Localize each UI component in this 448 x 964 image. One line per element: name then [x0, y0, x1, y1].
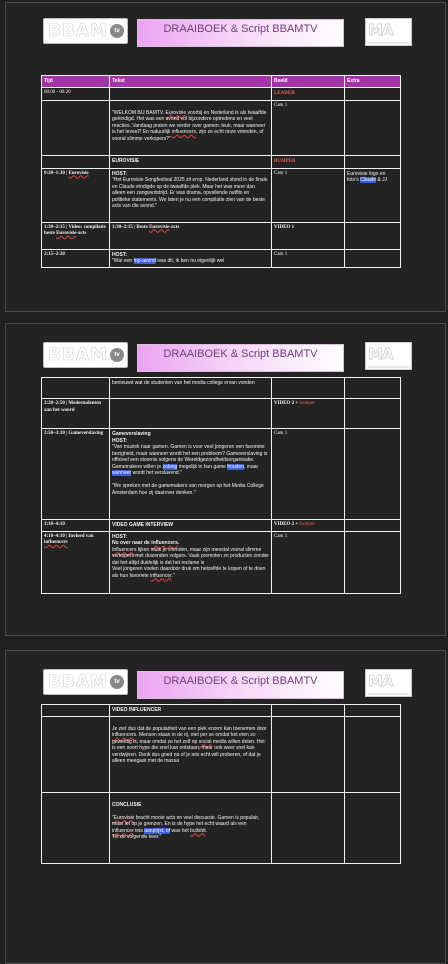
bbamtv-logo: [43, 18, 128, 44]
page-header: [6, 3, 445, 43]
cell-extra: [345, 399, 401, 429]
cell-time: 1:30–2:15 | Video: compilatie beste Eurovisie-acts: [42, 222, 110, 249]
cell-beeld: [272, 793, 345, 864]
table-row: [42, 222, 401, 249]
tv-badge: tv: [110, 348, 124, 362]
table-row: [42, 705, 401, 717]
page-header: [6, 651, 445, 691]
bbamtv-logo: [43, 669, 128, 695]
cell-beeld: Cam 1: [272, 101, 345, 156]
cell-text: HOST: Nu over naar de influencers. Influencers lijken vaak je vrienden, maar zijn meestal vooral slimme verkopers met duizenden volgers. Vaak promoten ze producten zonder dat het altijd duidelijk is dat het reclame is Veel jongeren voelen daardoor druk om hetzelfde te kopen of te doen als hun favoriete influencer.": [110, 531, 272, 593]
cell-beeld: Cam 1: [272, 168, 345, 222]
cell-text: EUROVISIE: [110, 156, 272, 169]
table-row: [42, 520, 401, 532]
cell-time: [42, 378, 110, 399]
cell-beeld: BUMPER: [272, 156, 345, 169]
cell-time: 2:50–3:10 | Gameverslaving: [42, 429, 110, 520]
cell-beeld: [272, 717, 345, 793]
cell-time: [42, 717, 110, 793]
cell-beeld: Cam 1: [272, 531, 345, 593]
bbamtv-logo: [43, 342, 128, 368]
table-row: [42, 399, 401, 429]
cell-text: VIDEO INFLUENCER: [110, 705, 272, 717]
table-row: [42, 429, 401, 520]
table-row: [42, 531, 401, 593]
cell-text: 1:30–2:15 | Beste Eurovisie-acts: [110, 222, 272, 249]
cell-extra: [345, 249, 401, 267]
mc-logo-text: MA: [368, 345, 393, 363]
table-row: [42, 168, 401, 222]
cell-text: Gameverslaving HOST: "Van muziek naar gamen. Gamen is voor veel jongeren een favoriete bezigheid, maar wanneer wordt het een probleem? Gameverslaving is officieel een stoornis volgens de Wereldgezondheidsorganisatie. Gamemakers willen je zolang mogelijk in hun game houden, maar wanneer wordt het verslavend." "We spreken met de gamemakers van morgen op het Media College Amsterdam hoe zij daarover denken.": [110, 429, 272, 520]
document-page-2: [5, 323, 446, 636]
cell-extra: [345, 156, 401, 169]
cell-text: CONCLUSIE "Eurovisie bracht mooie acts en veel discussie. Gamen is populair, maar let op je grenzen. En is de hype het echt waard als een influencer iets aanprijst, of was het bullshit. Tot de volgende keer.": [110, 793, 272, 864]
document-page-3: [5, 650, 446, 964]
cell-extra: [345, 793, 401, 864]
cell-beeld: Cam 1: [272, 249, 345, 267]
cell-beeld: LEADER: [272, 88, 345, 101]
table-row: [42, 156, 401, 169]
cell-extra: [345, 531, 401, 593]
cell-beeld: [272, 378, 345, 399]
cell-time: 00.00 - 00.20: [42, 88, 110, 101]
cell-time: [42, 705, 110, 717]
cell-extra: [345, 717, 401, 793]
col-header-extra: Extra: [345, 76, 401, 88]
cell-beeld: VIDEO 2 + bumper: [272, 520, 345, 532]
media-college-logo: [365, 18, 412, 46]
cell-text: [110, 399, 272, 429]
logo-text: BBAM: [48, 21, 108, 41]
logo-text: BBAM: [48, 345, 108, 365]
col-header-beeld: Beeld: [272, 76, 345, 88]
media-college-logo: [365, 342, 412, 370]
script-table: [41, 704, 401, 864]
cell-extra: [345, 520, 401, 532]
cell-text: HOST: "Het Eurovisie Songfestival 2025 zit erop. Nederland stond in de finale en Claude eindigde op de twaalfde plek. Maar het was meer dan alleen een zangwedstrijd. Er was drama, opvallende outfits en politieke statements. We laten je nu een compilatie zien van de beste acts van die avond.": [110, 168, 272, 222]
cell-extra: [345, 705, 401, 717]
logo-text: BBAM: [48, 672, 108, 692]
table-row: [42, 717, 401, 793]
tv-badge: tv: [110, 24, 124, 38]
media-college-logo: [365, 669, 412, 697]
tv-badge: tv: [110, 675, 124, 689]
cell-extra: [345, 222, 401, 249]
table-header-row: [42, 76, 401, 88]
table-row: [42, 249, 401, 267]
document-title: DRAAIBOEK & Script BBAMTV: [137, 344, 344, 372]
table-row: [42, 378, 401, 399]
cell-time: 2:15–2:20: [42, 249, 110, 267]
col-header-tekst: Tekst: [110, 76, 272, 88]
document-page-1: [5, 2, 446, 312]
cell-beeld: VIDEO 2 + bumper: [272, 399, 345, 429]
cell-extra: [345, 88, 401, 101]
document-title: DRAAIBOEK & Script BBAMTV: [137, 671, 344, 699]
cell-time: 0:20–1:30 | Eurovisie: [42, 168, 110, 222]
page-header: [6, 324, 445, 364]
cell-time: [42, 101, 110, 156]
cell-extra: [345, 101, 401, 156]
cell-text: VIDEO GAME INTERVIEW: [110, 520, 272, 532]
cell-text: benieuwd wat de studenten van het media college ervan vonden: [110, 378, 272, 399]
script-table: [41, 377, 401, 594]
cell-text: HOST: "Wat een top-avond was dit, ik ben nu eigenlijk wel: [110, 249, 272, 267]
mc-logo-text: MA: [368, 672, 393, 690]
cell-beeld: Cam 1: [272, 429, 345, 520]
cell-time: [42, 793, 110, 864]
table-row: [42, 88, 401, 101]
cell-time: [42, 156, 110, 169]
cell-time: 2:20–2:50 | Medestudenten aan het woord: [42, 399, 110, 429]
col-header-tijd: Tijd: [42, 76, 110, 88]
cell-time: 4:10–4:10 | Invloed van influencers: [42, 531, 110, 593]
document-title: DRAAIBOEK & Script BBAMTV: [137, 19, 344, 47]
cell-time: 3:10–4:10: [42, 520, 110, 532]
cell-text: Je ziet dus dat de populariteit van een plek enorm kan toenemen door influencers. Mensen staan in de rij, niet per se omdat het eten zo geweldig is, maar omdat ze het zelf op social media willen delen. Het is een soort hype die snel kan ontstaan, maar ook weer snel kan verdwijnen. Denk dus goed na of je iets echt wilt proberen, of dat je alleen meegaat met de massa: [110, 717, 272, 793]
table-row: [42, 793, 401, 864]
cell-text: "WELKOM BIJ BAMTV. Eurovisie voorbij en Nederland is als twaalfde geëindigd. Het was een avond vol bijzondere optredens en veel reacties. Vandaag praten we verder over gamen: leuk, maar wanneer is het teveel? En natuurlijk influencers, zijn ze echt onze vrienden, of vooral slimme verkopers?": [110, 101, 272, 156]
cell-extra: Eurovisie logo en foto's Claude & JJ: [345, 168, 401, 222]
cell-beeld: VIDEO 1: [272, 222, 345, 249]
cell-text: [110, 88, 272, 101]
cell-extra: [345, 429, 401, 520]
script-table: [41, 75, 401, 268]
cell-extra: [345, 378, 401, 399]
table-row: [42, 101, 401, 156]
mc-logo-text: MA: [368, 21, 393, 39]
cell-beeld: [272, 705, 345, 717]
